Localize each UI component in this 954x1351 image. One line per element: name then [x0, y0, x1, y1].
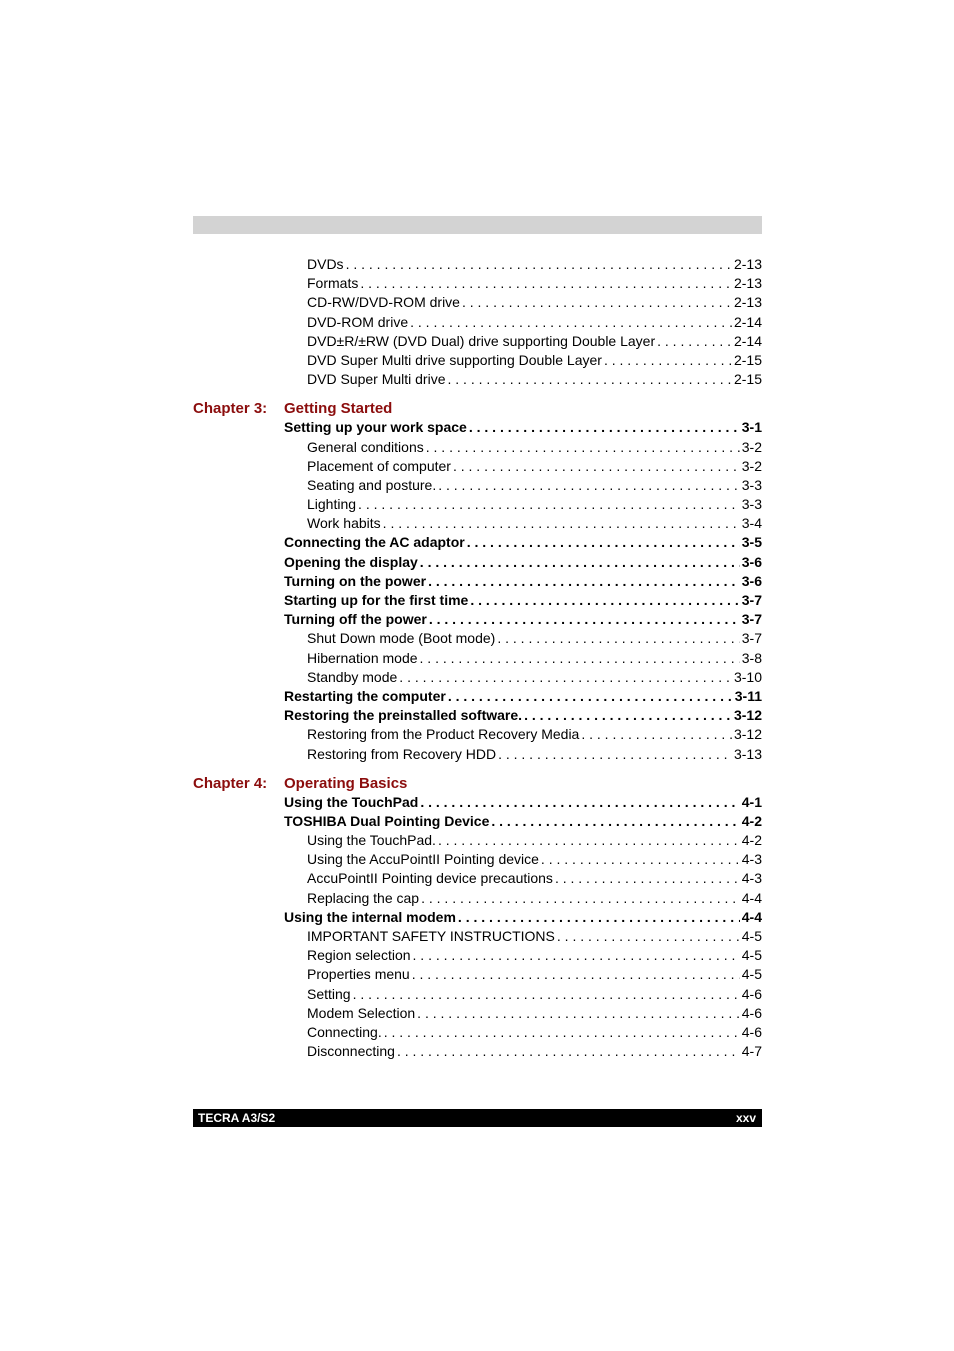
chapter-title: Getting Started: [284, 400, 393, 418]
dot-leader: [467, 533, 740, 552]
toc-entry-title: Restoring from Recovery HDD: [307, 745, 497, 762]
toc-entry-title: CD-RW/DVD-ROM drive: [307, 294, 460, 311]
toc-entry-page: 3-12: [733, 726, 762, 743]
toc-entry-page: 4-6: [741, 985, 762, 1002]
dot-leader: [657, 332, 732, 351]
toc-entry-subsection[interactable]: [307, 332, 762, 351]
toc-entry-page: 2-13: [733, 256, 762, 272]
toc-entry-section[interactable]: [284, 572, 762, 591]
toc-entry-title: Using the internal modem: [284, 908, 456, 925]
toc-entry-title: Setting up your work space: [284, 419, 467, 436]
toc-entry-subsection[interactable]: [307, 1023, 762, 1042]
dot-leader: [397, 1042, 740, 1061]
dot-leader: [420, 793, 739, 812]
toc-entry-page: 3-4: [741, 515, 762, 532]
toc-entry-subsection[interactable]: [307, 725, 762, 744]
toc-entry-subsection[interactable]: [307, 1004, 762, 1023]
dot-leader: [426, 438, 740, 457]
toc-entry-subsection[interactable]: [307, 927, 762, 946]
toc-entry-title: Replacing the cap: [307, 889, 420, 906]
toc-entry-page: 3-1: [741, 419, 762, 436]
toc-entry-page: 3-2: [741, 457, 762, 474]
dot-leader: [453, 457, 740, 476]
toc-entry-title: Restarting the computer: [284, 687, 446, 704]
toc-entry-title: Shut Down mode (Boot mode): [307, 630, 496, 647]
toc-entry-subsection[interactable]: [307, 850, 762, 869]
toc-entry-page: 2-15: [733, 371, 762, 388]
toc-entry-title: Starting up for the first time: [284, 592, 469, 608]
toc-entry-title: Restoring the preinstalled software.: [284, 707, 523, 724]
toc-entry-subsection[interactable]: [307, 313, 762, 332]
toc-entry-title: Placement of computer: [307, 457, 451, 474]
toc-entry-title: Properties menu: [307, 966, 410, 983]
dot-leader: [358, 495, 740, 514]
toc-entry-page: 4-4: [741, 889, 762, 906]
dot-leader: [581, 725, 732, 744]
toc-entry-title: Turning off the power: [284, 611, 427, 628]
toc-entry-subsection[interactable]: [307, 476, 762, 495]
toc-entry-title: Opening the display: [284, 553, 418, 570]
toc-entry-section[interactable]: [284, 687, 762, 706]
toc-entry-title: Using the TouchPad.: [307, 832, 436, 849]
toc-entry-section[interactable]: [284, 418, 762, 437]
toc-entry-page: 2-13: [733, 275, 762, 292]
dot-leader: [360, 274, 732, 293]
toc-entry-subsection[interactable]: [307, 351, 762, 370]
toc-entry-subsection[interactable]: [307, 255, 762, 274]
toc-entry-page: 2-15: [733, 351, 762, 368]
toc-entry-title: Modem Selection: [307, 1004, 416, 1021]
toc-entry-page: 4-5: [741, 966, 762, 983]
toc-entry-title: DVDs: [307, 256, 344, 272]
dot-leader: [410, 313, 732, 332]
dot-leader: [458, 908, 740, 927]
dot-leader: [448, 370, 732, 389]
table-of-contents: [193, 255, 762, 1061]
toc-entry-page: 4-3: [741, 870, 762, 887]
dot-leader: [413, 946, 740, 965]
toc-entry-page: 3-6: [741, 572, 762, 589]
toc-entry-section[interactable]: [284, 812, 762, 831]
toc-entry-subsection[interactable]: [307, 514, 762, 533]
dot-leader: [555, 869, 740, 888]
toc-entry-page: 4-7: [741, 1043, 762, 1060]
toc-entry-subsection[interactable]: [307, 668, 762, 687]
dot-leader: [420, 649, 740, 668]
dot-leader: [497, 629, 739, 648]
toc-entry-subsection[interactable]: [307, 649, 762, 668]
toc-entry-page: 3-12: [733, 707, 762, 724]
toc-entry-subsection[interactable]: [307, 1042, 762, 1061]
dot-leader: [557, 927, 740, 946]
dot-leader: [429, 610, 740, 629]
dot-leader: [524, 706, 732, 725]
toc-entry-title: Turning on the power: [284, 572, 427, 589]
toc-entry-subsection[interactable]: [307, 831, 762, 850]
toc-entry-page: 3-3: [741, 476, 762, 493]
toc-entry-title: TOSHIBA Dual Pointing Device: [284, 812, 490, 829]
dot-leader: [399, 668, 732, 687]
toc-entry-section[interactable]: [284, 610, 762, 629]
toc-entry-page: 4-2: [741, 832, 762, 849]
toc-entry-subsection[interactable]: [307, 274, 762, 293]
toc-entry-section[interactable]: [284, 908, 762, 927]
toc-entry-title: DVD-ROM drive: [307, 313, 409, 330]
toc-entry-subsection[interactable]: [307, 293, 762, 312]
toc-entry-title: DVD Super Multi drive supporting Double Layer: [307, 351, 602, 368]
toc-entry-page: 4-6: [741, 1004, 762, 1021]
toc-entry-title: Standby mode: [307, 668, 398, 685]
toc-entry-title: AccuPointII Pointing device precautions: [307, 870, 553, 887]
toc-entry-title: General conditions: [307, 438, 424, 455]
dot-leader: [470, 591, 739, 610]
toc-entry-page: 2-14: [733, 313, 762, 330]
toc-entry-page: 3-8: [741, 649, 762, 666]
toc-entry-subsection[interactable]: [307, 889, 762, 908]
toc-entry-title: Work habits: [307, 515, 381, 532]
toc-entry-section[interactable]: [284, 706, 762, 725]
toc-entry-page: 3-3: [741, 496, 762, 513]
toc-entry-page: 4-5: [741, 928, 762, 944]
toc-entry-page: 3-13: [733, 745, 762, 762]
toc-entry-title: Hibernation mode: [307, 649, 418, 666]
toc-entry-page: 4-5: [741, 947, 762, 964]
dot-leader: [412, 965, 740, 984]
toc-entry-subsection[interactable]: [307, 745, 762, 764]
header-bar: [193, 216, 762, 234]
toc-entry-page: 2-14: [733, 332, 762, 349]
toc-entry-page: 3-10: [733, 668, 762, 685]
toc-entry-page: 4-1: [741, 793, 762, 810]
toc-entry-title: Disconnecting: [307, 1043, 395, 1060]
chapter-heading[interactable]: [193, 774, 762, 793]
chapter-label: Chapter 3:: [193, 400, 268, 418]
toc-entry-section[interactable]: [284, 533, 762, 552]
footer-model: TECRA A3/S2: [198, 1111, 276, 1125]
toc-entry-subsection[interactable]: [307, 495, 762, 514]
toc-entry-title: Using the TouchPad: [284, 793, 419, 810]
chapter-title: Operating Basics: [284, 774, 408, 792]
toc-entry-title: Region selection: [307, 947, 411, 964]
dot-leader: [346, 255, 732, 274]
toc-entry-subsection[interactable]: [307, 869, 762, 888]
toc-entry-subsection[interactable]: [307, 629, 762, 648]
dot-leader: [428, 572, 740, 591]
toc-entry-title: Lighting: [307, 496, 357, 513]
toc-entry-title: Restoring from the Product Recovery Media: [307, 726, 580, 743]
dot-leader: [469, 418, 740, 437]
dot-leader: [491, 812, 739, 831]
toc-entry-page: 4-2: [741, 812, 762, 829]
toc-entry-page: 3-7: [741, 592, 762, 608]
toc-entry-subsection[interactable]: [307, 985, 762, 1004]
toc-entry-page: 3-2: [741, 438, 762, 455]
toc-entry-section[interactable]: [284, 591, 762, 610]
toc-entry-page: 4-3: [741, 851, 762, 868]
chapter-label: Chapter 4:: [193, 774, 268, 792]
toc-entry-subsection[interactable]: [307, 946, 762, 965]
dot-leader: [421, 889, 740, 908]
dot-leader: [448, 687, 733, 706]
toc-entry-page: 3-6: [741, 553, 762, 570]
toc-entry-page: 4-4: [741, 908, 762, 925]
toc-entry-title: Connecting the AC adaptor: [284, 534, 465, 551]
toc-entry-title: DVD±R/±RW (DVD Dual) drive supporting Double Layer: [307, 332, 656, 349]
toc-entry-page: 3-5: [741, 534, 762, 551]
dot-leader: [498, 745, 732, 764]
toc-entry-section[interactable]: [284, 793, 762, 812]
toc-entry-title: Connecting.: [307, 1023, 382, 1040]
page-footer: [193, 1109, 762, 1127]
dot-leader: [417, 1004, 740, 1023]
toc-entry-page: 3-7: [741, 630, 762, 647]
dot-leader: [438, 831, 740, 850]
dot-leader: [383, 514, 740, 533]
chapter-heading[interactable]: [193, 399, 762, 418]
dot-leader: [604, 351, 732, 370]
toc-entry-page: 3-11: [734, 687, 762, 704]
toc-entry-title: IMPORTANT SAFETY INSTRUCTIONS: [307, 928, 555, 944]
footer-page-number: xxv: [735, 1111, 756, 1125]
toc-entry-title: Setting: [307, 985, 351, 1002]
dot-leader: [438, 476, 740, 495]
dot-leader: [353, 985, 740, 1004]
dot-leader: [462, 293, 732, 312]
toc-entry-title: Formats: [307, 275, 359, 292]
toc-entry-page: 3-7: [741, 611, 762, 628]
toc-entry-title: DVD Super Multi drive: [307, 371, 446, 388]
toc-entry-page: 4-6: [741, 1023, 762, 1040]
toc-entry-subsection[interactable]: [307, 457, 762, 476]
dot-leader: [541, 850, 740, 869]
dot-leader: [420, 553, 740, 572]
toc-entry-title: Using the AccuPointII Pointing device: [307, 851, 539, 868]
toc-entry-section[interactable]: [284, 553, 762, 572]
toc-entry-title: Seating and posture.: [307, 476, 437, 493]
toc-entry-subsection[interactable]: [307, 438, 762, 457]
toc-entry-page: 2-13: [733, 294, 762, 311]
toc-entry-subsection[interactable]: [307, 370, 762, 389]
toc-entry-subsection[interactable]: [307, 965, 762, 984]
dot-leader: [384, 1023, 740, 1042]
